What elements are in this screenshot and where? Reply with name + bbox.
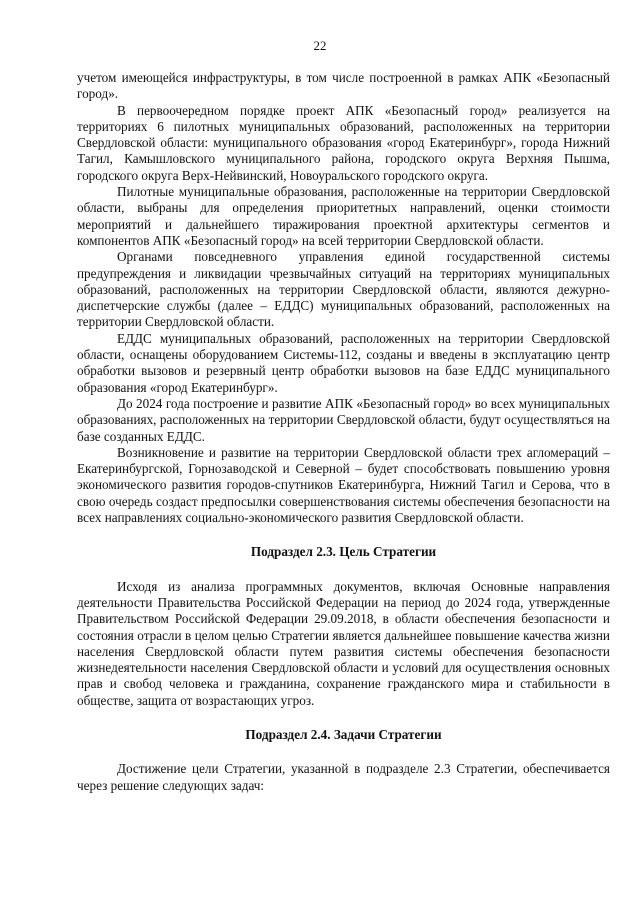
paragraph-agglomerations: Возникновение и развитие на территории Свердловской области трех агломераций – Екатеринбургской, Горнозаводской и Северной – будет способствовать повышению уровня экономического развития городов-спутников Екатеринбурга, Нижний Тагил и Серова, что в свою очередь создаст предпосылки совершенствования системы обеспечения безопасности на всех направлениях социально-экономического развития Свердловской области. [77, 444, 610, 526]
spacer [77, 561, 610, 579]
heading-subsection-2-4: Подраздел 2.4. Задачи Стратегии [245, 726, 442, 742]
paragraph-2024-plan: До 2024 года построение и развитие АПК «Безопасный город» во всех муниципальных образованиях, расположенных на территории Свердловской области, будут осуществляться на базе созданных ЕДДС. [77, 395, 610, 444]
paragraph-edds-equipment: ЕДДС муниципальных образований, расположенных на территории Свердловской области, оснащены оборудованием Системы-112, созданы и введены в эксплуатацию центр обработки вызовов и резервный центр обработки вызовов на базе ЕДДС муниципального образования «город Екатеринбург». [77, 330, 610, 395]
spacer [77, 709, 610, 727]
paragraph-daily-management: Органами повседневного управления единой государственной системы предупреждения и ликвидации чрезвычайных ситуаций на территориях муниципальных образований, расположенных на территории Свердловской области, являются дежурно-диспетчерские службы (далее – ЕДДС) муниципальных образований, расположенных на территории Свердловской области. [77, 249, 610, 330]
paragraph-pilot-selection: Пилотные муниципальные образования, расположенные на территории Свердловской области, выбраны для определения приоритетных направлений, оценки стоимости мероприятий и дальнейшего тиражирования проектной архитектуры сегментов и компонентов АПК «Безопасный город» на всей территории Свердловской области. [77, 184, 610, 248]
page-number: 22 [313, 38, 327, 53]
paragraph-continuation: учетом имеющейся инфраструктуры, в том числе построенной в рамках АПК «Безопасный город». [77, 70, 610, 102]
paragraph-strategy-goal: Исходя из анализа программных документов, включая Основные направления деятельности Правительства Российской Федерации на период до 2024 года, утвержденные Правительством Российской Федерации 29.09.2018, в области обеспечения безопасности и состояния отрасли в целом целью Стратегии является дальнейшее повышение качества жизни населения Свердловской области путем развития системы обеспечения безопасности жизнедеятельности населения Свердловской области и условий для осуществления основных прав и свобод человека и гражданина, сохранение гражданского мира и стабильности в обществе, защита от возрастающих угроз. [77, 578, 610, 708]
paragraph-pilot-projects: В первоочередном порядке проект АПК «Безопасный город» реализуется на территориях 6 пилотных муниципальных образований, расположенных на территории Свердловской области: муниципального образования «город Екатеринбург», города Нижний Тагил, Камышловского муниципального района, городского округа Верхняя Пышма, городского округа Верх-Нейвинский, Новоуральского городского округа. [77, 102, 610, 183]
page-body [77, 70, 610, 794]
heading-subsection-2-3: Подраздел 2.3. Цель Стратегии [250, 544, 437, 560]
spacer [77, 743, 610, 761]
spacer [77, 526, 610, 544]
paragraph-strategy-tasks: Достижение цели Стратегии, указанной в подразделе 2.3 Стратегии, обеспечивается через решение следующих задач: [77, 761, 610, 793]
